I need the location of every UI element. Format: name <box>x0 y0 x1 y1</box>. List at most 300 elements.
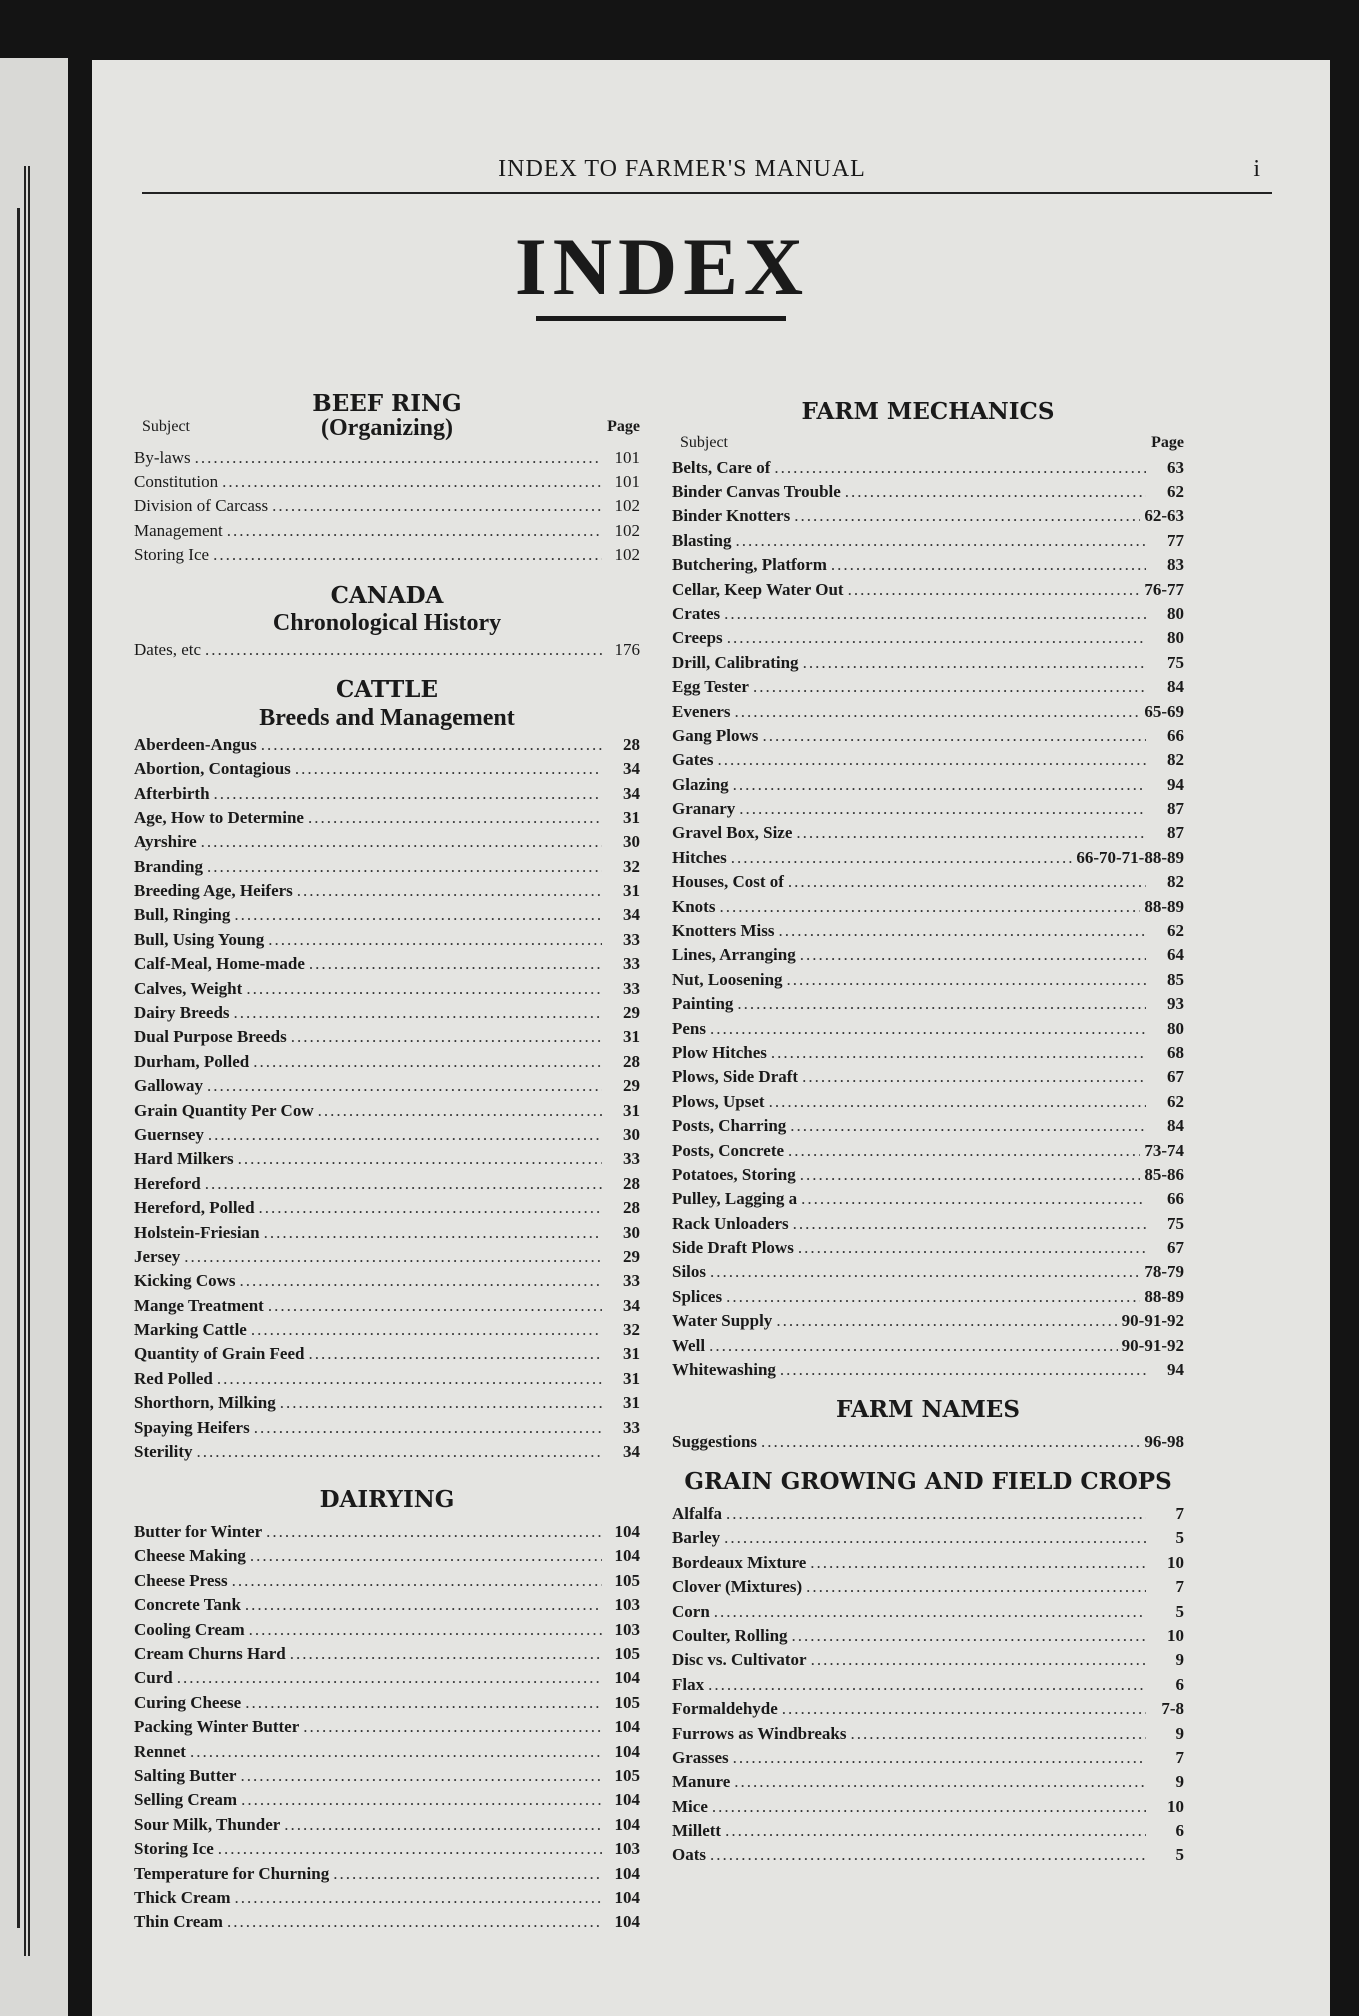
index-entry <box>672 1575 1184 1599</box>
leader-dots <box>776 1309 1117 1333</box>
entry-page: 76-77 <box>1144 579 1184 599</box>
entry-subject: Crates <box>672 603 721 623</box>
leader-dots <box>806 1575 1146 1599</box>
index-entry <box>672 1697 1184 1721</box>
entry-page: 28 <box>623 1173 640 1193</box>
entry-page: 103 <box>614 1839 640 1859</box>
entry-subject: Drill, Calibrating <box>672 652 799 672</box>
leader-dots <box>848 578 1141 602</box>
index-entry <box>134 782 640 806</box>
entry-page: 34 <box>623 759 640 779</box>
index-entry <box>672 968 1184 992</box>
entry-page: 33 <box>623 1149 640 1169</box>
entry-page: 33 <box>623 929 640 949</box>
entry-subject: Nut, Loosening <box>672 969 783 989</box>
entry-page: 31 <box>623 807 640 827</box>
index-entry <box>672 626 1184 650</box>
index-entry <box>134 1691 640 1715</box>
leader-dots <box>727 626 1146 650</box>
leader-dots <box>802 1065 1146 1089</box>
entry-page: 77 <box>1167 530 1184 550</box>
index-entry <box>672 724 1184 748</box>
index-entry <box>134 806 640 830</box>
dairying-list <box>134 1520 640 1935</box>
entry-page: 104 <box>614 1887 640 1907</box>
entry-page: 104 <box>614 1717 640 1737</box>
leader-dots <box>259 1196 602 1220</box>
entry-subject: Bull, Ringing <box>134 905 231 925</box>
leader-dots <box>177 1666 602 1690</box>
leader-dots <box>246 977 602 1001</box>
entry-page: 7 <box>1175 1504 1184 1524</box>
entry-subject: Plow Hitches <box>672 1042 767 1062</box>
page-title: INDEX <box>514 221 810 312</box>
leader-dots <box>208 1123 602 1147</box>
index-entry <box>134 1416 640 1440</box>
entry-subject: Knots <box>672 896 716 916</box>
leader-dots <box>266 1520 602 1544</box>
leader-dots <box>801 1187 1146 1211</box>
entry-page: 32 <box>623 1320 640 1340</box>
column-header-row <box>134 414 640 441</box>
entry-page: 28 <box>623 1051 640 1071</box>
leader-dots <box>787 968 1146 992</box>
index-entry <box>672 1526 1184 1550</box>
leader-dots <box>788 1139 1140 1163</box>
entry-page: 104 <box>614 1790 640 1810</box>
entry-page: 65-69 <box>1144 701 1184 721</box>
entry-page: 31 <box>623 1100 640 1120</box>
entry-page: 105 <box>614 1765 640 1785</box>
index-entry <box>672 1551 1184 1575</box>
entry-page: 34 <box>623 783 640 803</box>
leader-dots <box>297 879 602 903</box>
leader-dots <box>254 1416 602 1440</box>
entry-subject: Age, How to Determine <box>134 807 304 827</box>
entry-page: 31 <box>623 881 640 901</box>
index-entry <box>134 1025 640 1049</box>
entry-subject: Butchering, Platform <box>672 555 827 575</box>
entry-subject: Millett <box>672 1821 722 1841</box>
index-entry <box>134 1367 640 1391</box>
leader-dots <box>811 1648 1146 1672</box>
entry-page: 7 <box>1175 1577 1184 1597</box>
leader-dots <box>240 1269 602 1293</box>
index-entry <box>672 1163 1184 1187</box>
leader-dots <box>800 1163 1141 1187</box>
leader-dots <box>217 1367 602 1391</box>
leader-dots <box>213 543 602 567</box>
page-label: Page <box>607 417 640 435</box>
entry-page: 66-70-71-88-89 <box>1076 847 1184 867</box>
entry-page: 85-86 <box>1144 1164 1184 1184</box>
entry-subject: Posts, Concrete <box>672 1140 785 1160</box>
entry-subject: Calves, Weight <box>134 978 243 998</box>
leader-dots <box>733 773 1146 797</box>
entry-page: 66 <box>1167 1189 1184 1209</box>
entry-page: 6 <box>1175 1821 1184 1841</box>
leader-dots <box>731 846 1073 870</box>
entry-subject: Knotters Miss <box>672 921 775 941</box>
entry-subject: Afterbirth <box>134 783 210 803</box>
entry-page: 101 <box>614 447 640 467</box>
entry-page: 5 <box>1175 1601 1184 1621</box>
leader-dots <box>308 806 602 830</box>
leader-dots <box>234 903 602 927</box>
farm-names-list <box>672 1430 1184 1454</box>
leader-dots <box>739 797 1146 821</box>
entry-subject: Dual Purpose Breeds <box>134 1027 287 1047</box>
index-entry <box>672 456 1184 480</box>
entry-page: 7 <box>1175 1747 1184 1767</box>
title-rule <box>536 316 786 321</box>
leader-dots <box>769 1090 1146 1114</box>
index-entry <box>672 700 1184 724</box>
index-page <box>92 60 1330 2016</box>
index-entry <box>672 675 1184 699</box>
index-entry <box>134 1642 640 1666</box>
entry-subject: Dates, etc <box>134 639 202 659</box>
index-entry <box>134 1172 640 1196</box>
index-entry <box>672 1648 1184 1672</box>
index-entry <box>672 797 1184 821</box>
entry-subject: Furrows as Windbreaks <box>672 1723 847 1743</box>
index-entry <box>672 1430 1184 1454</box>
entry-page: 104 <box>614 1522 640 1542</box>
index-entry <box>672 651 1184 675</box>
index-entry <box>134 1123 640 1147</box>
entry-subject: Branding <box>134 856 203 876</box>
leader-dots <box>798 1236 1146 1260</box>
leader-dots <box>309 952 602 976</box>
entry-page: 88-89 <box>1144 896 1184 916</box>
leader-dots <box>214 782 602 806</box>
section-subheading: Breeds and Management <box>259 704 515 731</box>
entry-page: 68 <box>1167 1042 1184 1062</box>
entry-subject: Red Polled <box>134 1368 213 1388</box>
index-entry <box>134 1837 640 1861</box>
index-entry <box>134 855 640 879</box>
leader-dots <box>291 1025 602 1049</box>
entry-subject: Mice <box>672 1796 708 1816</box>
entry-page: 62 <box>1167 921 1184 941</box>
leader-dots <box>761 1430 1140 1454</box>
entry-subject: Binder Knotters <box>672 506 791 526</box>
index-entry <box>672 1187 1184 1211</box>
leader-dots <box>726 1502 1146 1526</box>
entry-subject: Grain Quantity Per Cow <box>134 1100 314 1120</box>
entry-subject: Hitches <box>672 847 727 867</box>
leader-dots <box>712 1795 1146 1819</box>
leader-dots <box>735 700 1141 724</box>
index-entry <box>134 1910 640 1934</box>
entry-subject: Storing Ice <box>134 1839 214 1859</box>
leader-dots <box>184 1245 602 1269</box>
index-entry <box>134 543 640 567</box>
entry-page: 87 <box>1167 799 1184 819</box>
entry-subject: Galloway <box>134 1076 203 1096</box>
leader-dots <box>253 1050 602 1074</box>
entry-subject: Guernsey <box>134 1124 204 1144</box>
entry-page: 33 <box>623 1417 640 1437</box>
index-entry <box>672 1673 1184 1697</box>
index-entry <box>672 1358 1184 1382</box>
leader-dots <box>284 1813 602 1837</box>
section-heading: FARM NAMES <box>836 1396 1020 1424</box>
leader-dots <box>308 1342 602 1366</box>
section-heading: GRAIN GROWING AND FIELD CROPS <box>684 1468 1172 1496</box>
index-entry <box>134 446 640 470</box>
index-entry <box>134 1618 640 1642</box>
index-entry <box>672 821 1184 845</box>
leader-dots <box>205 1172 602 1196</box>
entry-subject: Lines, Arranging <box>672 945 796 965</box>
index-entry <box>134 1294 640 1318</box>
entry-page: 28 <box>623 734 640 754</box>
leader-dots <box>207 855 602 879</box>
entry-subject: Quantity of Grain Feed <box>134 1344 305 1364</box>
entry-page: 5 <box>1175 1845 1184 1865</box>
leader-dots <box>268 1294 602 1318</box>
column-header-row <box>672 434 1184 456</box>
entry-subject: Butter for Winter <box>134 1522 263 1542</box>
entry-subject: Glazing <box>672 774 729 794</box>
leader-dots <box>718 748 1146 772</box>
entry-subject: Coulter, Rolling <box>672 1625 788 1645</box>
entry-subject: Whitewashing <box>672 1360 776 1380</box>
entry-subject: Gates <box>672 750 714 770</box>
leader-dots <box>725 1819 1146 1843</box>
entry-subject: Breeding Age, Heifers <box>134 881 293 901</box>
entry-page: 32 <box>623 856 640 876</box>
entry-page: 75 <box>1167 652 1184 672</box>
entry-subject: Side Draft Plows <box>672 1238 794 1258</box>
leader-dots <box>197 1440 602 1464</box>
index-entry <box>134 1074 640 1098</box>
entry-subject: Shorthorn, Milking <box>134 1393 276 1413</box>
index-entry <box>672 578 1184 602</box>
entry-page: 84 <box>1167 1116 1184 1136</box>
entry-subject: Kicking Cows <box>134 1271 236 1291</box>
index-entry <box>672 748 1184 772</box>
index-entry <box>134 1715 640 1739</box>
index-entry <box>134 1318 640 1342</box>
entry-subject: Posts, Charring <box>672 1116 787 1136</box>
entry-subject: Suggestions <box>672 1432 758 1452</box>
entry-subject: Disc vs. Cultivator <box>672 1650 807 1670</box>
entry-page: 30 <box>623 1124 640 1144</box>
entry-page: 82 <box>1167 750 1184 770</box>
entry-subject: Potatoes, Storing <box>672 1164 796 1184</box>
entry-subject: Curing Cheese <box>134 1692 242 1712</box>
index-entry <box>672 943 1184 967</box>
entry-subject: Belts, Care of <box>672 457 771 477</box>
leader-dots <box>195 446 602 470</box>
leader-dots <box>234 1001 602 1025</box>
entry-page: 31 <box>623 1368 640 1388</box>
entry-subject: Binder Canvas Trouble <box>672 481 841 501</box>
leader-dots <box>205 638 602 662</box>
entry-page: 73-74 <box>1144 1140 1184 1160</box>
entry-page: 31 <box>623 1393 640 1413</box>
entry-page: 5 <box>1175 1528 1184 1548</box>
subject-label: Subject <box>142 417 190 435</box>
index-entry <box>134 1050 640 1074</box>
entry-subject: Egg Tester <box>672 677 749 697</box>
leader-dots <box>227 1910 602 1934</box>
entry-subject: Cheese Press <box>134 1570 228 1590</box>
leader-dots <box>264 1221 602 1245</box>
entry-page: 9 <box>1175 1772 1184 1792</box>
entry-subject: Sour Milk, Thunder <box>134 1814 281 1834</box>
section-heading: CANADA <box>330 581 444 609</box>
entry-subject: Flax <box>672 1674 705 1694</box>
entry-subject: Gang Plows <box>672 725 759 745</box>
page-label: Page <box>1151 433 1184 451</box>
entry-subject: Eveners <box>672 701 731 721</box>
index-entry <box>672 1334 1184 1358</box>
entry-subject: Rennet <box>134 1741 186 1761</box>
right-column <box>672 390 1184 1868</box>
index-entry <box>672 1260 1184 1284</box>
index-entry <box>134 1001 640 1025</box>
subject-label: Subject <box>680 433 728 451</box>
index-entry <box>134 1342 640 1366</box>
index-entry <box>672 553 1184 577</box>
leader-dots <box>318 1099 602 1123</box>
index-entry <box>134 1391 640 1415</box>
index-entry <box>672 992 1184 1016</box>
entry-page: 29 <box>623 1076 640 1096</box>
leader-dots <box>762 724 1146 748</box>
leader-dots <box>280 1391 602 1415</box>
index-entry <box>672 773 1184 797</box>
entry-page: 62-63 <box>1144 506 1184 526</box>
entry-page: 67 <box>1167 1238 1184 1258</box>
entry-page: 31 <box>623 1344 640 1364</box>
entry-subject: By-laws <box>134 447 191 467</box>
entry-page: 105 <box>614 1643 640 1663</box>
entry-subject: Oats <box>672 1845 706 1865</box>
entry-page: 90-91-92 <box>1121 1335 1184 1355</box>
leader-dots <box>719 895 1140 919</box>
entry-page: 9 <box>1175 1723 1184 1743</box>
leader-dots <box>796 821 1146 845</box>
entry-subject: Cheese Making <box>134 1546 246 1566</box>
index-entry <box>134 494 640 518</box>
canada-list <box>134 638 640 662</box>
entry-subject: Ayrshire <box>134 832 197 852</box>
entry-page: 94 <box>1167 774 1184 794</box>
leader-dots <box>792 1624 1146 1648</box>
entry-page: 62 <box>1167 481 1184 501</box>
entry-page: 66 <box>1167 725 1184 745</box>
entry-subject: Temperature for Churning <box>134 1863 330 1883</box>
entry-page: 63 <box>1167 457 1184 477</box>
entry-subject: Clover (Mixtures) <box>672 1577 803 1597</box>
index-entry <box>134 1099 640 1123</box>
entry-page: 30 <box>623 1222 640 1242</box>
entry-subject: Jersey <box>134 1246 181 1266</box>
section-subheading: (Organizing) <box>321 414 453 441</box>
section-subheading: Chronological History <box>272 610 502 637</box>
entry-page: 67 <box>1167 1067 1184 1087</box>
leader-dots <box>241 1788 602 1812</box>
entry-subject: Spaying Heifers <box>134 1417 250 1437</box>
entry-page: 101 <box>614 471 640 491</box>
index-entry <box>672 504 1184 528</box>
entry-page: 29 <box>623 1246 640 1266</box>
entry-subject: Creeps <box>672 628 723 648</box>
entry-subject: Curd <box>134 1668 173 1688</box>
index-entry <box>134 1569 640 1593</box>
entry-page: 104 <box>614 1546 640 1566</box>
index-entry <box>134 1269 640 1293</box>
index-entry <box>672 1600 1184 1624</box>
entry-subject: Plows, Upset <box>672 1091 765 1111</box>
index-entry <box>672 1502 1184 1526</box>
index-entry <box>134 638 640 662</box>
leader-dots <box>800 943 1146 967</box>
entry-subject: Cream Churns Hard <box>134 1643 286 1663</box>
entry-subject: Houses, Cost of <box>672 872 784 892</box>
leader-dots <box>734 1770 1146 1794</box>
entry-subject: Cellar, Keep Water Out <box>672 579 844 599</box>
entry-page: 83 <box>1167 555 1184 575</box>
index-entry <box>672 1795 1184 1819</box>
leader-dots <box>295 757 602 781</box>
leader-dots <box>227 519 602 543</box>
leader-dots <box>218 1837 602 1861</box>
running-title: INDEX TO FARMER'S MANUAL <box>498 156 866 182</box>
entry-subject: Mange Treatment <box>134 1295 264 1315</box>
entry-page: 34 <box>623 1442 640 1462</box>
entry-page: 30 <box>623 832 640 852</box>
index-entry <box>134 879 640 903</box>
entry-subject: Aberdeen-Angus <box>134 734 257 754</box>
index-entry <box>672 1819 1184 1843</box>
index-entry <box>134 1886 640 1910</box>
entry-subject: Manure <box>672 1772 731 1792</box>
entry-subject: Pens <box>672 1018 706 1038</box>
index-entry <box>672 846 1184 870</box>
leader-dots <box>261 733 602 757</box>
entry-subject: Constitution <box>134 471 219 491</box>
entry-subject: Painting <box>672 994 734 1014</box>
leader-dots <box>238 1147 602 1171</box>
leader-dots <box>733 1746 1146 1770</box>
index-entry <box>672 1114 1184 1138</box>
leader-dots <box>303 1715 602 1739</box>
entry-subject: Well <box>672 1335 706 1355</box>
entry-subject: Thick Cream <box>134 1887 231 1907</box>
index-entry <box>134 1813 640 1837</box>
index-entry <box>134 733 640 757</box>
index-entry <box>672 919 1184 943</box>
index-entry <box>134 830 640 854</box>
index-entry <box>672 1746 1184 1770</box>
entry-page: 28 <box>623 1198 640 1218</box>
leader-dots <box>726 1285 1140 1309</box>
running-head <box>142 152 1272 194</box>
entry-subject: Blasting <box>672 530 732 550</box>
entry-page: 104 <box>614 1668 640 1688</box>
leader-dots <box>250 1544 602 1568</box>
entry-subject: Hard Milkers <box>134 1149 234 1169</box>
index-entry <box>134 1520 640 1544</box>
entry-page: 75 <box>1167 1213 1184 1233</box>
leader-dots <box>190 1740 602 1764</box>
